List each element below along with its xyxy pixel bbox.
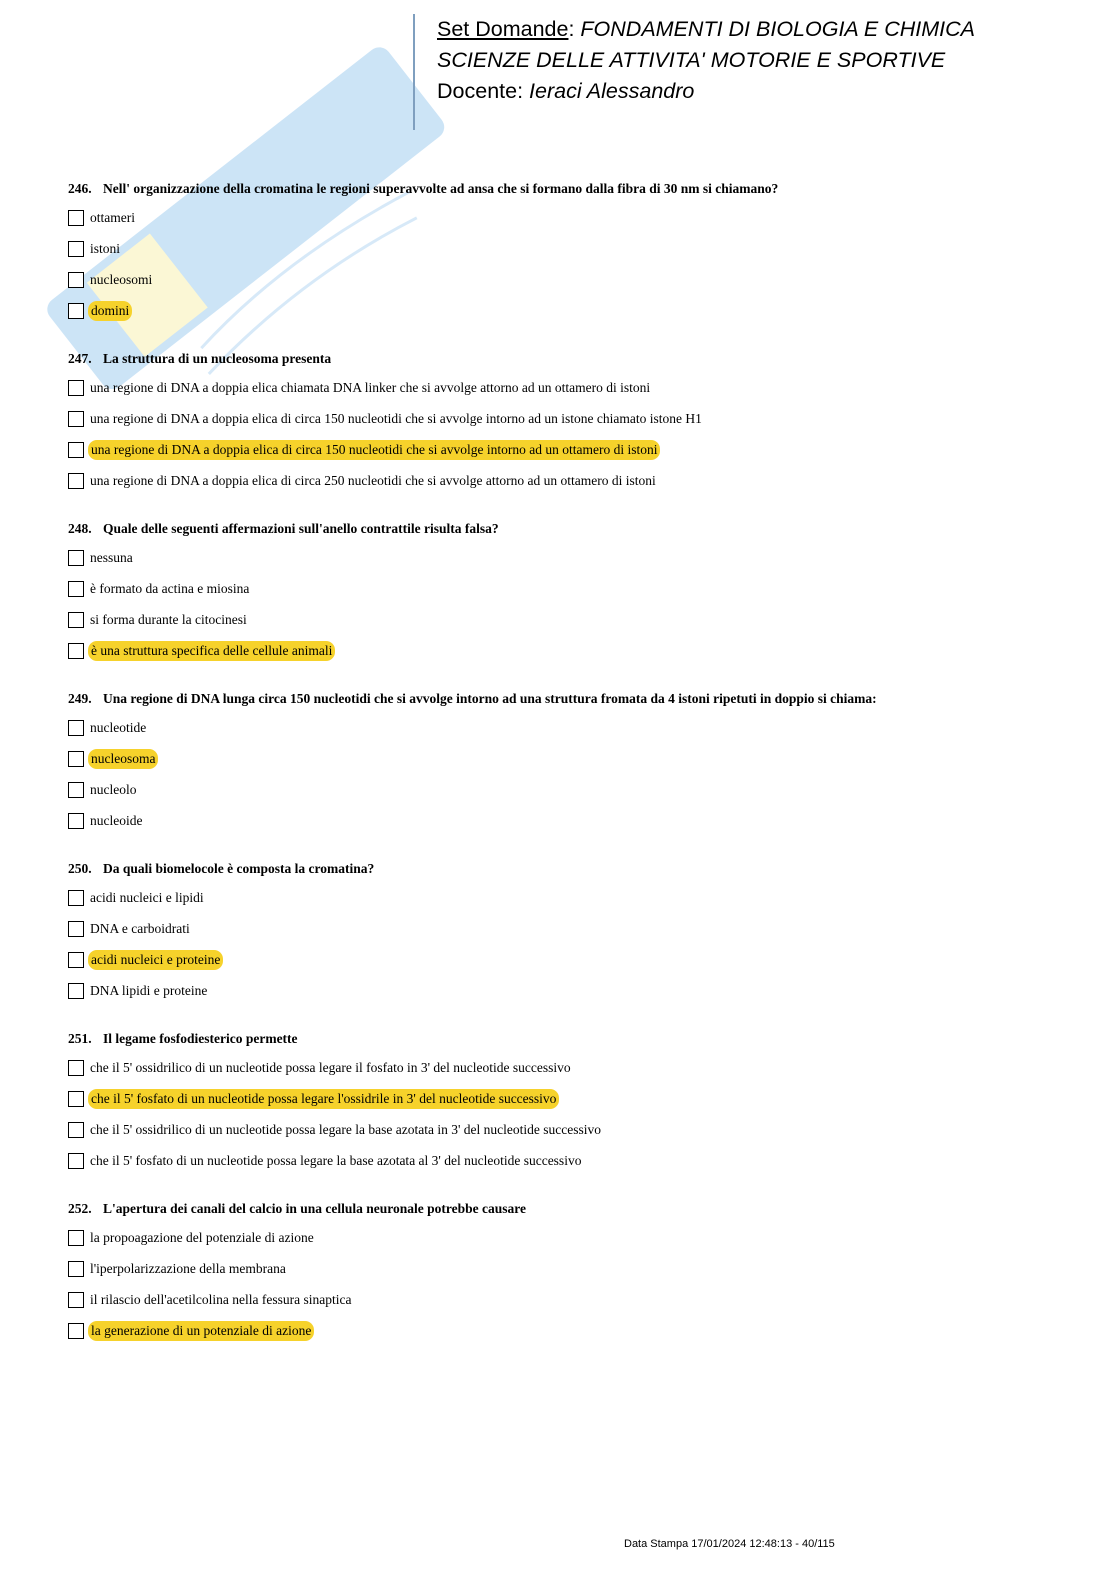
answer-option[interactable] (68, 471, 1078, 502)
question-list (68, 178, 1078, 1368)
answer-checkbox[interactable] (68, 442, 84, 458)
answer-text-highlighted: domini (88, 301, 132, 321)
question-block (68, 858, 1078, 1012)
program-title: SCIENZE DELLE ATTIVITA' MOTORIE E SPORTIVE (437, 48, 946, 72)
question-title (68, 1198, 1078, 1220)
answer-option[interactable] (68, 440, 1078, 471)
answer-checkbox[interactable] (68, 813, 84, 829)
question-number: 249. (68, 691, 92, 706)
question-title (68, 348, 1078, 370)
answer-checkbox[interactable] (68, 1122, 84, 1138)
answer-text: che il 5' ossidrilico di un nucleotide possa legare la base azotata in 3' del nucleotide successivo (90, 1122, 601, 1137)
question-number: 251. (68, 1031, 92, 1046)
question-title (68, 1028, 1078, 1050)
answer-checkbox[interactable] (68, 380, 84, 396)
answer-text: la propoagazione del potenziale di azione (90, 1230, 314, 1245)
print-date-footer: Data Stampa 17/01/2024 12:48:13 - 40/115 (624, 1538, 835, 1550)
answer-option[interactable] (68, 1151, 1078, 1182)
answer-checkbox[interactable] (68, 1060, 84, 1076)
answer-text: una regione di DNA a doppia elica chiamata DNA linker che si avvolge attorno ad un ottamero di istoni (90, 380, 651, 395)
answer-text-highlighted: nucleosoma (88, 749, 158, 769)
answer-text-highlighted: che il 5' fosfato di un nucleotide possa legare l'ossidrile in 3' del nucleotide successivo (88, 1089, 559, 1109)
answer-text: nessuna (90, 550, 133, 565)
answer-option[interactable] (68, 749, 1078, 780)
answer-option[interactable] (68, 378, 1078, 409)
document-header (413, 14, 975, 130)
answer-checkbox[interactable] (68, 1261, 84, 1277)
answer-option[interactable] (68, 409, 1078, 440)
answer-option[interactable] (68, 270, 1078, 301)
answer-option[interactable] (68, 641, 1078, 672)
teacher-label: Docente: (437, 79, 530, 103)
answer-checkbox[interactable] (68, 1091, 84, 1107)
answer-option[interactable] (68, 780, 1078, 811)
question-text: Quale delle seguenti affermazioni sull'anello contrattile risulta falsa? (103, 521, 499, 536)
question-number: 247. (68, 351, 92, 366)
question-number: 252. (68, 1201, 92, 1216)
question-text: Una regione di DNA lunga circa 150 nucleotidi che si avvolge intorno ad una struttura fromata da 4 istoni ripetuti in doppio si chiama: (103, 691, 877, 706)
question-block (68, 1198, 1078, 1352)
answer-checkbox[interactable] (68, 1230, 84, 1246)
question-text: Nell' organizzazione della cromatina le regioni superavvolte ad ansa che si formano dalla fibra di 30 nm si chiamano? (103, 181, 779, 196)
question-block (68, 1028, 1078, 1182)
answer-text: DNA e carboidrati (90, 921, 190, 936)
answer-text: istoni (90, 241, 121, 256)
answer-text: si forma durante la citocinesi (90, 612, 247, 627)
set-label: Set Domande (437, 17, 569, 41)
question-text: Da quali biomelocole è composta la cromatina? (103, 861, 375, 876)
answer-option[interactable] (68, 610, 1078, 641)
answer-text-highlighted: una regione di DNA a doppia elica di circa 150 nucleotidi che si avvolge intorno ad un ottamero di istoni (88, 440, 660, 460)
question-text: Il legame fosfodiesterico permette (103, 1031, 298, 1046)
answer-text: nucleolo (90, 782, 137, 797)
question-number: 248. (68, 521, 92, 536)
answer-option[interactable] (68, 239, 1078, 270)
answer-option[interactable] (68, 888, 1078, 919)
answer-option[interactable] (68, 811, 1078, 842)
answer-checkbox[interactable] (68, 1292, 84, 1308)
answer-checkbox[interactable] (68, 612, 84, 628)
answer-text: nucleoide (90, 813, 143, 828)
course-title: FONDAMENTI DI BIOLOGIA E CHIMICA (580, 17, 976, 41)
answer-checkbox[interactable] (68, 921, 84, 937)
answer-option[interactable] (68, 1290, 1078, 1321)
answer-checkbox[interactable] (68, 272, 84, 288)
question-title (68, 688, 1078, 710)
answer-option[interactable] (68, 579, 1078, 610)
answer-option[interactable] (68, 950, 1078, 981)
answer-option[interactable] (68, 548, 1078, 579)
answer-text: una regione di DNA a doppia elica di circa 250 nucleotidi che si avvolge attorno ad un ottamero di istoni (90, 473, 656, 488)
answer-text: DNA lipidi e proteine (90, 983, 208, 998)
question-block (68, 348, 1078, 502)
answer-checkbox[interactable] (68, 890, 84, 906)
answer-option[interactable] (68, 301, 1078, 332)
answer-text: è formato da actina e miosina (90, 581, 250, 596)
answer-checkbox[interactable] (68, 1153, 84, 1169)
answer-text: che il 5' fosfato di un nucleotide possa legare la base azotata al 3' del nucleotide successivo (90, 1153, 582, 1168)
answer-checkbox[interactable] (68, 473, 84, 489)
answer-text: una regione di DNA a doppia elica di circa 150 nucleotidi che si avvolge intorno ad un istone chiamato istone H1 (90, 411, 702, 426)
question-number: 250. (68, 861, 92, 876)
question-block (68, 688, 1078, 842)
answer-checkbox[interactable] (68, 241, 84, 257)
answer-checkbox[interactable] (68, 720, 84, 736)
answer-option[interactable] (68, 208, 1078, 239)
answer-checkbox[interactable] (68, 581, 84, 597)
answer-checkbox[interactable] (68, 550, 84, 566)
answer-text: il rilascio dell'acetilcolina nella fessura sinaptica (90, 1292, 352, 1307)
answer-text-highlighted: è una struttura specifica delle cellule animali (88, 641, 335, 661)
answer-option[interactable] (68, 1259, 1078, 1290)
question-text: La struttura di un nucleosoma presenta (103, 351, 332, 366)
answer-checkbox[interactable] (68, 782, 84, 798)
teacher-name: Ieraci Alessandro (529, 79, 695, 103)
answer-checkbox[interactable] (68, 751, 84, 767)
answer-option[interactable] (68, 919, 1078, 950)
answer-text: nucleosomi (90, 272, 153, 287)
answer-option[interactable] (68, 981, 1078, 1012)
answer-option[interactable] (68, 1120, 1078, 1151)
question-title (68, 518, 1078, 540)
question-block (68, 518, 1078, 672)
answer-text: nucleotide (90, 720, 147, 735)
answer-checkbox[interactable] (68, 411, 84, 427)
answer-option[interactable] (68, 1321, 1078, 1352)
answer-text: ottameri (90, 210, 135, 225)
set-separator: : (568, 17, 581, 41)
question-block (68, 178, 1078, 332)
question-title (68, 858, 1078, 880)
header-line-program (437, 45, 975, 76)
answer-text: acidi nucleici e lipidi (90, 890, 204, 905)
answer-checkbox[interactable] (68, 303, 84, 319)
header-line-set (437, 14, 975, 45)
answer-checkbox[interactable] (68, 952, 84, 968)
answer-text: che il 5' ossidrilico di un nucleotide possa legare il fosfato in 3' del nucleotide successivo (90, 1060, 571, 1075)
answer-option[interactable] (68, 718, 1078, 749)
answer-checkbox[interactable] (68, 1323, 84, 1339)
answer-checkbox[interactable] (68, 643, 84, 659)
answer-option[interactable] (68, 1089, 1078, 1120)
question-title (68, 178, 1078, 200)
answer-text: l'iperpolarizzazione della membrana (90, 1261, 286, 1276)
answer-option[interactable] (68, 1228, 1078, 1259)
question-number: 246. (68, 181, 92, 196)
answer-option[interactable] (68, 1058, 1078, 1089)
question-text: L'apertura dei canali del calcio in una cellula neuronale potrebbe causare (103, 1201, 527, 1216)
header-line-teacher (437, 76, 975, 107)
answer-checkbox[interactable] (68, 210, 84, 226)
answer-checkbox[interactable] (68, 983, 84, 999)
answer-text-highlighted: la generazione di un potenziale di azione (88, 1321, 314, 1341)
answer-text-highlighted: acidi nucleici e proteine (88, 950, 223, 970)
